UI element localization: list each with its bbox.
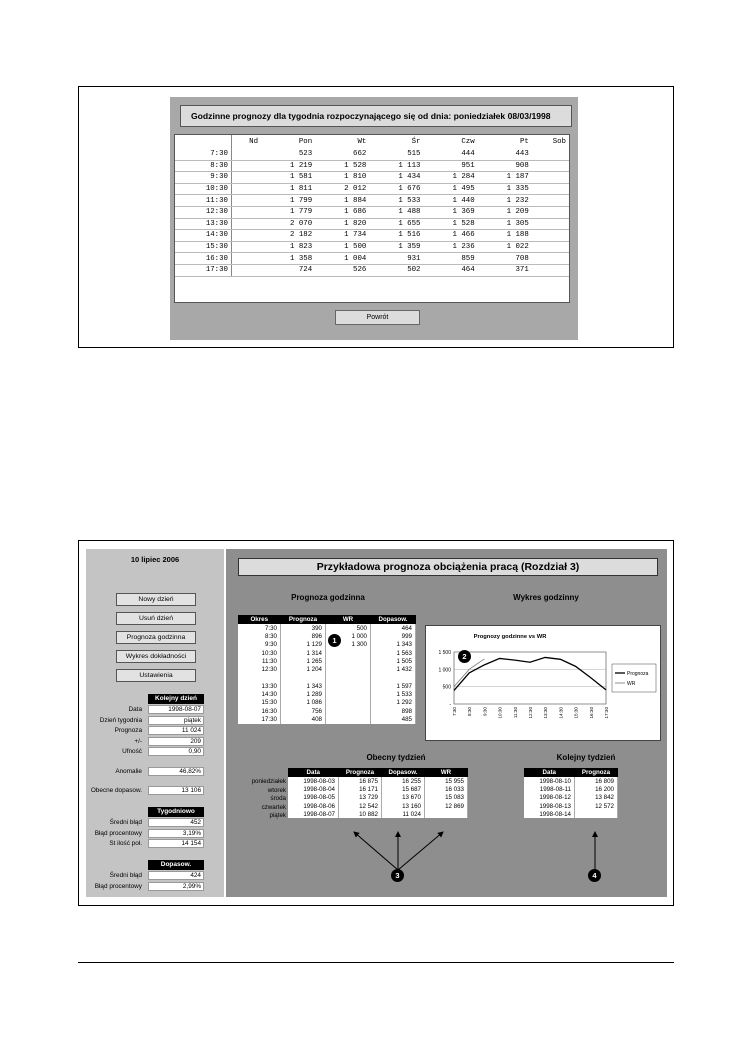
value-cell: 1 335: [478, 183, 532, 195]
week-cell: 13 160: [382, 802, 425, 810]
week-cell: 10 882: [339, 810, 382, 818]
anomaly-value[interactable]: 46,82%: [148, 767, 204, 776]
info-label: Prognoza: [114, 727, 142, 734]
value-cell: 1 655: [369, 218, 423, 230]
hourly-cell: 1 292: [371, 699, 416, 707]
hourly-cell: 898: [371, 707, 416, 715]
table-row: [175, 241, 569, 253]
value-cell: 1 500: [315, 241, 369, 253]
hourly-cell: 1 432: [371, 665, 416, 673]
weekly-header: Tygodniowo: [148, 807, 204, 817]
value-cell: [232, 253, 262, 265]
value-cell: 464: [424, 264, 478, 276]
next-week-header: Data: [524, 768, 575, 777]
table-row: [175, 218, 569, 230]
value-cell: [232, 183, 262, 195]
value-cell: 1 528: [424, 218, 478, 230]
x-tick-label: 11:30: [512, 707, 518, 719]
time-cell: 11:30: [175, 195, 232, 207]
next-week-cell: 16 200: [575, 785, 618, 793]
callout-3: 3: [391, 869, 404, 882]
hourly-cell: 390: [281, 624, 326, 632]
value-cell: [532, 160, 569, 172]
hourly-header: Prognoza: [281, 615, 326, 624]
value-cell: 1 358: [261, 253, 315, 265]
week-header: Data: [288, 768, 339, 777]
table-row: [175, 183, 569, 195]
value-cell: 1 188: [478, 230, 532, 242]
week-cell: 1998-08-07: [288, 810, 339, 818]
info-label: Średni błąd: [109, 819, 142, 826]
week-cell: 15 955: [425, 777, 468, 785]
next-week-cell: 1998-08-11: [524, 785, 575, 793]
value-cell: [532, 264, 569, 276]
info-label: +/-: [134, 737, 142, 745]
info-row: [86, 818, 224, 828]
hourly-header: Okres: [238, 615, 281, 624]
x-tick-label: 8:30: [467, 707, 473, 716]
next-week-cell: 1998-08-10: [524, 777, 575, 785]
info-label: Ufność: [122, 748, 142, 755]
current-week-title: Obecny tydzień: [366, 753, 426, 762]
time-header: [175, 135, 232, 149]
weekday-label: piątek: [269, 812, 286, 819]
info-value[interactable]: 424: [148, 871, 204, 880]
table-row: [175, 264, 569, 276]
next-week-cell: 16 809: [575, 777, 618, 785]
value-cell: 1 676: [369, 183, 423, 195]
hourly-cell: 1 000: [326, 632, 371, 640]
accuracy-chart-button[interactable]: Wykres dokładności: [116, 650, 196, 663]
week-cell: 16 875: [339, 777, 382, 785]
week-cell: 15 083: [425, 794, 468, 802]
info-label: Data: [128, 706, 142, 713]
time-cell: 16:30: [175, 253, 232, 265]
value-cell: 1 734: [315, 230, 369, 242]
value-cell: [532, 206, 569, 218]
value-cell: [232, 149, 262, 160]
value-cell: 1 810: [315, 172, 369, 184]
next-week-cell: 12 572: [575, 802, 618, 810]
next-week-cell: 13 842: [575, 794, 618, 802]
hourly-cell: 408: [281, 715, 326, 723]
week-cell: 13 670: [382, 794, 425, 802]
table-row: [175, 253, 569, 265]
value-cell: 1 823: [261, 241, 315, 253]
day-header: Pon: [298, 138, 313, 146]
value-cell: 908: [478, 160, 532, 172]
value-cell: 2 012: [315, 183, 369, 195]
callout-arrows: [226, 549, 667, 897]
value-cell: 1 466: [424, 230, 478, 242]
x-tick-label: 12:30: [528, 707, 533, 719]
info-value[interactable]: 209: [148, 737, 204, 746]
y-tick-label: 500: [442, 684, 451, 691]
control-sidebar: [86, 549, 224, 897]
value-cell: 1 440: [424, 195, 478, 207]
week-header: Prognoza: [339, 768, 382, 777]
back-button[interactable]: Powrót: [335, 310, 420, 325]
value-cell: 1 820: [315, 218, 369, 230]
hourly-cell: 16:30: [238, 707, 281, 715]
hourly-cell: 1 265: [281, 657, 326, 665]
hourly-cell: 7:30: [238, 624, 281, 632]
value-cell: [232, 172, 262, 184]
info-row: [86, 871, 224, 881]
week-cell: 1998-08-05: [288, 794, 339, 802]
chart-title: Prognozy godzinne vs WR: [473, 634, 547, 640]
value-cell: 662: [315, 149, 369, 160]
week-cell: 11 024: [382, 810, 425, 818]
week-header: Dopasow.: [382, 768, 425, 777]
info-label: Dzień tygodnia: [99, 716, 142, 724]
hourly-header: Dopasow.: [371, 615, 416, 624]
st-value[interactable]: 14 154: [148, 839, 204, 848]
hourly-cell: 17:30: [238, 715, 281, 723]
hourly-cell: 1 204: [281, 665, 326, 673]
current-fit-row: [86, 786, 224, 796]
anomaly-label: Anomalie: [115, 768, 142, 775]
value-cell: 724: [261, 264, 315, 276]
value-cell: 1 369: [424, 206, 478, 218]
hourly-cell: 1 343: [371, 641, 416, 649]
y-tick-label: 1 500: [438, 650, 451, 656]
value-cell: 1 516: [369, 230, 423, 242]
callout-2: 2: [458, 650, 471, 663]
hourly-cell: 756: [281, 707, 326, 715]
hourly-cell: 1 563: [371, 649, 416, 657]
week-cell: 16 033: [425, 785, 468, 793]
week-cell: 16 255: [382, 777, 425, 785]
next-day-header: Kolejny dzień: [148, 694, 204, 704]
info-value[interactable]: 1998-08-07: [148, 705, 204, 714]
value-cell: 1 219: [261, 160, 315, 172]
week-cell: 16 171: [339, 785, 382, 793]
value-cell: [532, 183, 569, 195]
time-cell: 17:30: [175, 264, 232, 276]
hourly-cell: 1 505: [371, 657, 416, 665]
hourly-cell: 1 300: [326, 641, 371, 649]
legend-label: Prognoza: [627, 671, 649, 677]
info-label: Błąd procentowy: [94, 829, 142, 837]
value-cell: 1 022: [478, 241, 532, 253]
y-tick-label: -: [449, 702, 451, 708]
hourly-cell: 1 086: [281, 699, 326, 707]
value-cell: 1 495: [424, 183, 478, 195]
value-cell: [532, 172, 569, 184]
value-cell: [232, 206, 262, 218]
info-value[interactable]: 3,19%: [148, 829, 204, 838]
hourly-cell: 1 343: [281, 682, 326, 690]
next-week-cell: 1998-08-13: [524, 802, 575, 810]
week-cell: 1998-08-03: [288, 777, 339, 785]
info-row: [86, 829, 224, 839]
weekday-label: czwartek: [261, 803, 286, 811]
x-tick-label: 14:30: [558, 707, 564, 719]
value-cell: 1 434: [369, 172, 423, 184]
day-header: Wt: [357, 138, 367, 146]
x-tick-label: 7:30: [452, 707, 457, 716]
window-title: Godzinne prognozy dla tygodnia rozpoczynającego się od dnia: poniedziałek 08/03/1998: [180, 105, 572, 127]
value-cell: 1 209: [478, 206, 532, 218]
value-cell: 931: [369, 253, 423, 265]
value-cell: 523: [261, 149, 315, 160]
delete-day-button[interactable]: Usuń dzień: [116, 612, 196, 625]
x-tick-label: 15:30: [573, 707, 579, 719]
value-cell: [532, 241, 569, 253]
hourly-cell: 1 597: [371, 682, 416, 690]
week-cell: 13 729: [339, 794, 382, 802]
value-cell: [232, 241, 262, 253]
x-tick-label: 13:30: [543, 707, 549, 719]
week-cell: 12 542: [339, 802, 382, 810]
hourly-forecast-button[interactable]: Prognoza godzinna: [116, 631, 196, 644]
value-cell: 443: [478, 149, 532, 160]
new-day-button[interactable]: Nowy dzień: [116, 593, 196, 606]
value-cell: 515: [369, 149, 423, 160]
value-cell: [232, 160, 262, 172]
hourly-cell: 1 129: [281, 641, 326, 649]
info-value[interactable]: 0,90: [148, 747, 204, 756]
x-tick-label: 9:30: [482, 707, 488, 716]
hourly-header: WR: [326, 615, 371, 624]
hourly-cell: 11:30: [238, 657, 281, 665]
time-cell: 12:30: [175, 206, 232, 218]
value-cell: [532, 230, 569, 242]
value-cell: 2 182: [261, 230, 315, 242]
main-panel: [226, 549, 667, 897]
main-title: Przykładowa prognoza obciążenia pracą (Rozdział 3): [238, 558, 658, 576]
day-header: Czw: [461, 138, 475, 146]
x-tick-label: 17:30: [604, 707, 609, 719]
callout-4: 4: [588, 869, 601, 882]
hourly-cell: 10:30: [238, 649, 281, 657]
value-cell: [232, 230, 262, 242]
current-fit-label: Obecne dopasow.: [90, 787, 142, 794]
value-cell: [532, 218, 569, 230]
info-label: Średni błąd: [109, 872, 142, 879]
info-row: [86, 716, 224, 726]
fit-header: Dopasow.: [148, 860, 204, 870]
hourly-cell: 485: [371, 715, 416, 723]
value-cell: 1 236: [424, 241, 478, 253]
hourly-cell: 14:30: [238, 690, 281, 698]
footer-rule: [78, 962, 674, 963]
value-cell: [232, 195, 262, 207]
hourly-cell: 1 533: [371, 690, 416, 698]
table-row: [175, 149, 569, 160]
day-header: Sob: [552, 138, 566, 146]
y-tick-label: 1 000: [438, 667, 451, 674]
value-cell: 1 799: [261, 195, 315, 207]
time-cell: 8:30: [175, 160, 232, 172]
current-date: 10 lipiec 2006: [130, 555, 180, 564]
hourly-cell: 500: [326, 624, 371, 632]
info-value[interactable]: piątek: [148, 716, 204, 725]
value-cell: 1 581: [261, 172, 315, 184]
value-cell: 1 187: [478, 172, 532, 184]
value-cell: 1 488: [369, 206, 423, 218]
value-cell: 1 305: [478, 218, 532, 230]
next-week-header: Prognoza: [575, 768, 618, 777]
value-cell: 1 779: [261, 206, 315, 218]
time-cell: 14:30: [175, 230, 232, 242]
settings-button[interactable]: Ustawienia: [116, 669, 196, 682]
forecast-window: [170, 97, 578, 340]
table-row: [175, 172, 569, 184]
hourly-cell: 1 289: [281, 690, 326, 698]
day-header: Nd: [249, 138, 259, 146]
info-row: [86, 882, 224, 892]
figure-workload-forecast: [78, 540, 674, 906]
info-label: Błąd procentowy: [94, 882, 142, 890]
hourly-forecast-title: Prognoza godzinna: [291, 593, 365, 602]
value-cell: 526: [315, 264, 369, 276]
current-fit-value[interactable]: 13 106: [148, 786, 204, 795]
time-cell: 13:30: [175, 218, 232, 230]
time-cell: 10:30: [175, 183, 232, 195]
table-row: [175, 160, 569, 172]
value-cell: [532, 253, 569, 265]
next-week-title: Kolejny tydzień: [556, 753, 616, 762]
value-cell: 444: [424, 149, 478, 160]
next-week-cell: 1998-08-14: [524, 810, 575, 818]
value-cell: [232, 218, 262, 230]
value-cell: 1 533: [369, 195, 423, 207]
next-week-cell: 1998-08-12: [524, 794, 575, 802]
x-tick-label: 10:30: [497, 707, 503, 719]
week-cell: 15 687: [382, 785, 425, 793]
value-cell: [232, 264, 262, 276]
value-cell: 502: [369, 264, 423, 276]
hourly-cell: 12:30: [238, 665, 281, 673]
table-row: [175, 206, 569, 218]
hourly-cell: 896: [281, 632, 326, 640]
callout-1: 1: [328, 634, 341, 647]
value-cell: 1 884: [315, 195, 369, 207]
info-value[interactable]: 452: [148, 818, 204, 827]
value-cell: 1 232: [478, 195, 532, 207]
hourly-forecast-table: [174, 134, 570, 303]
st-row: [86, 839, 224, 849]
value-cell: 1 359: [369, 241, 423, 253]
weekday-label: środa: [270, 795, 286, 802]
info-value[interactable]: 2,99%: [148, 882, 204, 891]
hourly-cell: 8:30: [238, 632, 281, 640]
value-cell: [532, 195, 569, 207]
hourly-cell: 15:30: [238, 699, 281, 707]
week-cell: 1998-08-04: [288, 785, 339, 793]
value-cell: 2 070: [261, 218, 315, 230]
hourly-cell: 13:30: [238, 682, 281, 690]
table-row: [175, 230, 569, 242]
day-header: Śr: [411, 138, 421, 146]
info-row: [86, 747, 224, 757]
hourly-cell: 999: [371, 632, 416, 640]
hourly-cell: 9:30: [238, 641, 281, 649]
week-cell: 1998-08-06: [288, 802, 339, 810]
time-cell: 9:30: [175, 172, 232, 184]
x-tick-label: 16:30: [588, 707, 594, 719]
hourly-cell: 1 314: [281, 649, 326, 657]
info-value[interactable]: 11 024: [148, 726, 204, 735]
table-row: [175, 195, 569, 207]
day-header: Pt: [519, 138, 529, 146]
info-row: [86, 705, 224, 715]
value-cell: 708: [478, 253, 532, 265]
value-cell: 859: [424, 253, 478, 265]
callout-3-arrow-c: [398, 832, 443, 870]
value-cell: 1 811: [261, 183, 315, 195]
legend-label: WR: [627, 681, 636, 687]
callout-3-arrow-a: [354, 832, 398, 870]
value-cell: 1 113: [369, 160, 423, 172]
value-cell: 951: [424, 160, 478, 172]
hourly-chart-title: Wykres godzinny: [513, 593, 579, 602]
info-row: [86, 737, 224, 747]
week-cell: 12 869: [425, 802, 468, 810]
time-cell: 15:30: [175, 241, 232, 253]
info-row: [86, 726, 224, 736]
anomaly-row: [86, 767, 224, 777]
time-cell: 7:30: [175, 149, 232, 160]
weekday-label: poniedziałek: [251, 778, 286, 785]
value-cell: 1 004: [315, 253, 369, 265]
figure-weekly-forecast: [78, 86, 674, 348]
st-label: St ilość poł.: [109, 840, 142, 847]
value-cell: [532, 149, 569, 160]
hourly-cell: 464: [371, 624, 416, 632]
value-cell: 1 686: [315, 206, 369, 218]
week-header: WR: [425, 768, 468, 777]
weekday-label: wtorek: [267, 786, 286, 794]
value-cell: 1 528: [315, 160, 369, 172]
value-cell: 371: [478, 264, 532, 276]
value-cell: 1 284: [424, 172, 478, 184]
